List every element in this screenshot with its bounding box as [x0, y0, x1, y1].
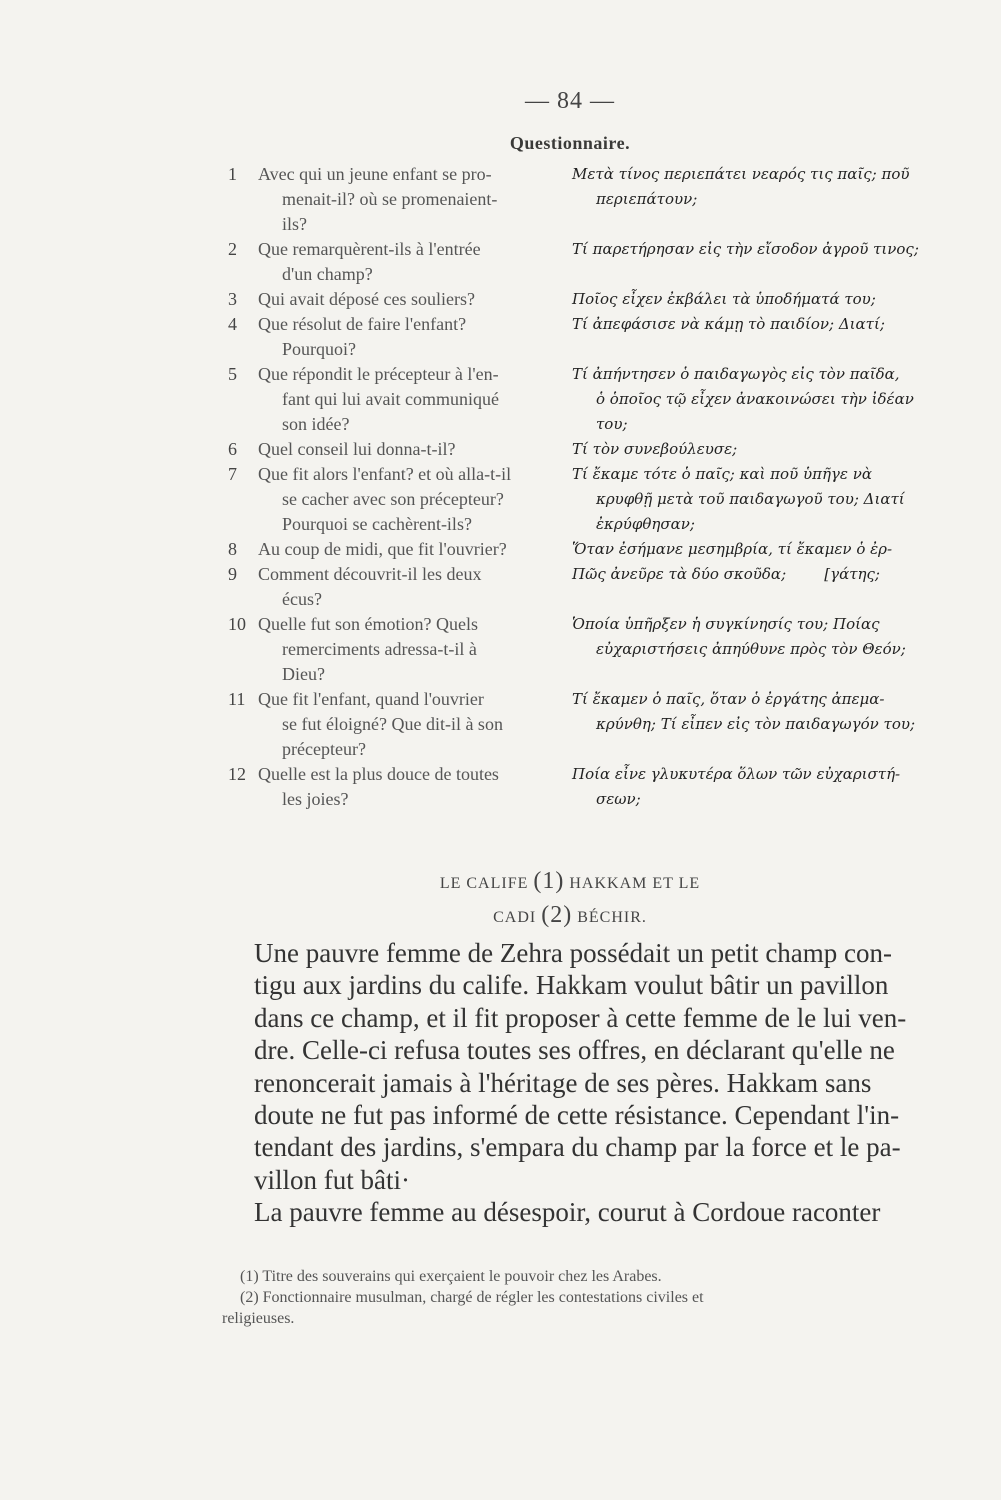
question-french-line: Pourquoi se cachèrent-ils? — [282, 514, 472, 534]
question-greek — [568, 362, 928, 437]
question-row — [228, 437, 928, 462]
story-line: renoncerait jamais à l'héritage de ses pères. Hakkam sans — [254, 1067, 872, 1098]
question-greek-line: περιεπάτουν; — [596, 190, 698, 208]
question-greek — [568, 562, 928, 612]
question-french — [228, 462, 568, 537]
question-french — [228, 312, 568, 362]
story-line: La pauvre femme au désespoir, courut à Cordoue raconter — [254, 1197, 881, 1228]
question-greek — [568, 537, 928, 562]
question-french-line: ils? — [282, 214, 307, 234]
question-french-line: remerciments adressa-t-il à — [282, 639, 477, 659]
question-row — [228, 612, 928, 687]
question-row — [228, 537, 928, 562]
question-number: 1 — [228, 164, 237, 184]
question-greek-line: Τί τὸν συνεβούλευσε; — [572, 440, 738, 458]
question-french — [228, 612, 568, 687]
story-line: tigu aux jardins du calife. Hakkam voulut bâtir un pavillon — [254, 970, 889, 1001]
question-french-line: Que résolut de faire l'enfant? — [258, 314, 467, 334]
question-greek-line: Ὅταν ἐσήμανε μεσημβρία, τί ἔκαμεν ὁ ἐρ- — [572, 540, 893, 558]
question-french-line: Que fit l'enfant, quand l'ouvrier — [258, 689, 484, 709]
story-line: dre. Celle-ci refusa toutes ses offres, en déclarant qu'elle ne — [254, 1035, 895, 1066]
question-greek — [568, 437, 928, 462]
story-line: doute ne fut pas informé de cette résistance. Cependant l'in- — [254, 1099, 900, 1130]
question-french — [228, 687, 568, 762]
question-greek-line: Ὁποία ὑπῆρξεν ἡ συγκίνησίς του; Ποίας — [572, 615, 880, 633]
question-row — [228, 462, 928, 537]
questionnaire-list — [228, 162, 928, 812]
question-number: 11 — [228, 689, 246, 709]
question-number: 5 — [228, 364, 237, 384]
question-number: 12 — [228, 764, 246, 784]
heading-bechir: BÉCHIR. — [577, 909, 647, 926]
questionnaire-title: Questionnaire. — [509, 133, 631, 153]
footnote-line: religieuses. — [222, 1310, 295, 1327]
question-greek — [568, 462, 928, 537]
question-greek-line: εὐχαριστήσεις ἀπηύθυνε πρὸς τὸν Θεόν; — [596, 640, 906, 658]
question-french-line: écus? — [282, 589, 322, 609]
question-greek-line: Τί ἀπήντησεν ὁ παιδαγωγὸς εἰς τὸν παῖδα, — [572, 365, 900, 383]
question-greek-line: Τί ἔκαμεν ὁ παῖς, ὅταν ὁ ἐργάτης ἀπεμα- — [572, 690, 885, 708]
question-number: 10 — [228, 614, 246, 634]
footnote-ref-2: (2) — [541, 902, 573, 928]
question-french-line: menait-il? où se promenaient- — [282, 189, 498, 209]
question-number: 7 — [228, 464, 237, 484]
question-french-line: Quelle fut son émotion? Quels — [258, 614, 478, 634]
question-french-line: Comment découvrit-il les deux — [258, 564, 482, 584]
heading-calife: LE CALIFE — [439, 875, 529, 892]
question-french-line: Pourquoi? — [282, 339, 356, 359]
question-french — [228, 437, 568, 462]
heading-cadi: CADI — [493, 909, 537, 926]
footnote-line: (2) Fonctionnaire musulman, chargé de régler les contestations civiles et — [240, 1289, 704, 1306]
question-greek — [568, 312, 928, 362]
question-number: 4 — [228, 314, 237, 334]
question-french-line: Au coup de midi, que fit l'ouvrier? — [258, 539, 507, 559]
question-french-line: Avec qui un jeune enfant se pro- — [258, 164, 492, 184]
question-greek — [568, 612, 928, 687]
footnotes — [222, 1266, 922, 1329]
question-french-line: Dieu? — [282, 664, 325, 684]
question-greek — [568, 687, 928, 762]
question-greek-line: Ποία εἶνε γλυκυτέρα ὅλων τῶν εὐχαριστή- — [572, 765, 901, 783]
question-french-line: son idée? — [282, 414, 350, 434]
question-row — [228, 312, 928, 362]
question-french-line: Que remarquèrent-ils à l'entrée — [258, 239, 481, 259]
question-row — [228, 562, 928, 612]
question-row — [228, 362, 928, 437]
question-french-line: se cacher avec son précepteur? — [282, 489, 504, 509]
question-greek-line: Τί παρετήρησαν εἰς τὴν εἴσοδον ἀγροῦ τινος; — [572, 240, 919, 258]
story-line: dans ce champ, et il fit proposer à cette femme de le lui ven- — [254, 1002, 907, 1033]
question-french-line: Quel conseil lui donna-t-il? — [258, 439, 456, 459]
question-greek-line: του; — [596, 415, 628, 433]
question-row — [228, 162, 928, 237]
question-number: 9 — [228, 564, 237, 584]
footnote-line: (1) Titre des souverains qui exerçaient le pouvoir chez les Arabes. — [240, 1268, 662, 1285]
question-greek — [568, 237, 928, 287]
question-greek-line: ἐκρύφθησαν; — [596, 515, 695, 533]
question-french-line: se fut éloigné? Que dit-il à son — [282, 714, 503, 734]
question-french — [228, 562, 568, 612]
story-heading-line-2 — [0, 902, 1001, 929]
story-line: villon fut bâti· — [254, 1164, 410, 1195]
question-french-line: d'un champ? — [282, 264, 373, 284]
question-french — [228, 537, 568, 562]
question-number: 2 — [228, 239, 237, 259]
question-french — [228, 162, 568, 237]
question-french-line: Qui avait déposé ces souliers? — [258, 289, 475, 309]
question-greek — [568, 287, 928, 312]
question-french — [228, 237, 568, 287]
question-french-line: Quelle est la plus douce de toutes — [258, 764, 499, 784]
question-greek-line: Τί ἔκαμε τότε ὁ παῖς; καὶ ποῦ ὑπῆγε νὰ — [572, 465, 872, 483]
question-greek-line: Ποῖος εἶχεν ἐκβάλει τὰ ὑποδήματά του; — [572, 290, 876, 308]
question-french-line: fant qui lui avait communiqué — [282, 389, 499, 409]
question-row — [228, 687, 928, 762]
question-number: 3 — [228, 289, 237, 309]
question-greek-line: σεων; — [596, 790, 641, 808]
question-french-line: précepteur? — [282, 739, 366, 759]
question-french — [228, 287, 568, 312]
heading-hakkam: HAKKAM ET LE — [569, 875, 701, 892]
question-greek-line: ὁ ὁποῖος τῷ εἶχεν ἀνακοινώσει τὴν ἰδέαν — [596, 390, 914, 408]
question-number: 6 — [228, 439, 237, 459]
question-greek-line: Τί ἀπεφάσισε νὰ κάμῃ τὸ παιδίον; Διατί; — [572, 315, 885, 333]
question-greek — [568, 762, 928, 812]
footnote-ref-1: (1) — [533, 868, 565, 894]
question-french-line: Que répondit le précepteur à l'en- — [258, 364, 499, 384]
question-row — [228, 762, 928, 812]
question-greek-line: Πῶς ἀνεῦρε τὰ δύο σκοῦδα; [γάτης; — [572, 565, 880, 583]
question-greek-line: Μετὰ τίνος περιεπάτει νεαρός τις παῖς; ποῦ — [572, 165, 910, 183]
story-body — [254, 937, 918, 1229]
question-greek — [568, 162, 928, 237]
question-row — [228, 237, 928, 287]
question-french-line: Que fit alors l'enfant? et où alla-t-il — [258, 464, 512, 484]
question-french — [228, 362, 568, 437]
story-line: tendant des jardins, s'empara du champ par la force et le pa- — [254, 1132, 901, 1163]
question-number: 8 — [228, 539, 237, 559]
question-french — [228, 762, 568, 812]
question-greek-line: κρύνθη; Τί εἶπεν εἰς τὸν παιδαγωγόν του; — [596, 715, 916, 733]
story-line: Une pauvre femme de Zehra possédait un petit champ con- — [254, 938, 893, 968]
story-heading-line-1 — [0, 868, 1001, 895]
question-row — [228, 287, 928, 312]
question-french-line: les joies? — [282, 789, 349, 809]
page-number: — 84 — — [525, 88, 615, 114]
question-greek-line: κρυφθῇ μετὰ τοῦ παιδαγωγοῦ του; Διατί — [596, 490, 905, 508]
